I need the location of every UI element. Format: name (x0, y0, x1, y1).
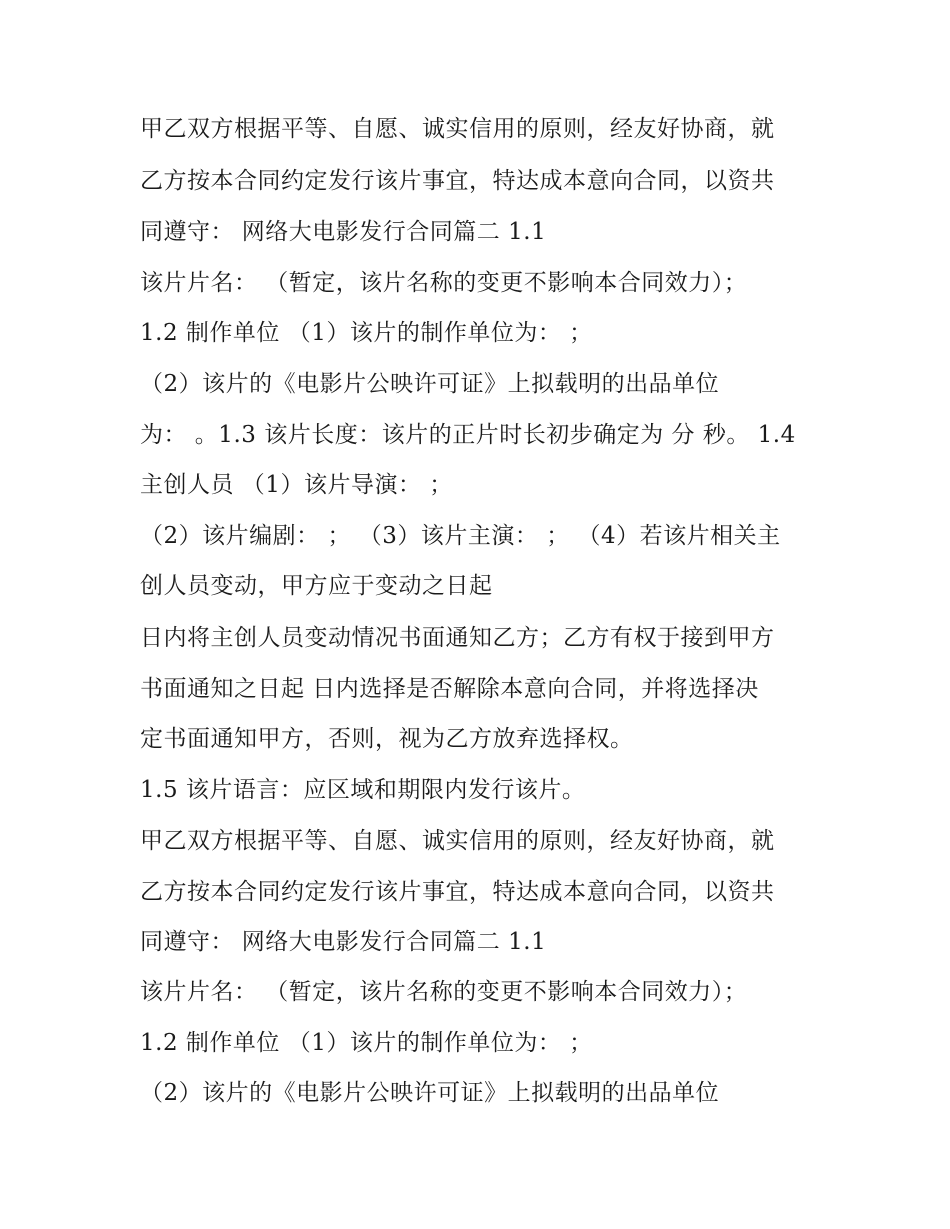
text-line: 甲乙双方根据平等、自愿、诚实信用的原则，经友好协商，就 (140, 828, 775, 854)
text-line: 为： 。1.3 该片长度：该片的正片时长初步确定为 分 秒。 1.4 (140, 422, 796, 448)
text-line: 同遵守： 网络大电影发行合同篇二 1.1 (140, 219, 547, 245)
text-line: 该片片名： （暂定，该片名称的变更不影响本合同效力）； (140, 270, 748, 296)
text-line: 1.2 制作单位 （1）该片的制作单位为： ； (140, 320, 593, 346)
text-line: 1.2 制作单位 （1）该片的制作单位为： ； (140, 1030, 593, 1056)
text-line: （2）该片的《电影片公映许可证》上拟载明的出品单位 (140, 1080, 720, 1106)
text-line: （2）该片编剧： ； （3）该片主演： ； （4）若该片相关主 (140, 523, 781, 549)
text-line: 乙方按本合同约定发行该片事宜，特达成本意向合同，以资共 (140, 168, 775, 194)
text-line: 书面通知之日起 日内选择是否解除本意向合同，并将选择决 (140, 676, 759, 702)
text-line: 日内将主创人员变动情况书面通知乙方；乙方有权于接到甲方 (140, 625, 775, 651)
text-line: （2）该片的《电影片公映许可证》上拟载明的出品单位 (140, 371, 720, 397)
text-line: 创人员变动，甲方应于变动之日起 (140, 573, 493, 599)
text-line: 主创人员 （1）该片导演： ； (140, 472, 453, 498)
text-line: 定书面通知甲方，否则，视为乙方放弃选择权。 (140, 726, 634, 752)
text-line: 乙方按本合同约定发行该片事宜，特达成本意向合同，以资共 (140, 879, 775, 905)
text-line: 同遵守： 网络大电影发行合同篇二 1.1 (140, 929, 547, 955)
text-line: 该片片名： （暂定，该片名称的变更不影响本合同效力）； (140, 979, 748, 1005)
text-line: 1.5 该片语言：应区域和期限内发行该片。 (140, 777, 586, 803)
text-line: 甲乙双方根据平等、自愿、诚实信用的原则，经友好协商，就 (140, 116, 775, 142)
